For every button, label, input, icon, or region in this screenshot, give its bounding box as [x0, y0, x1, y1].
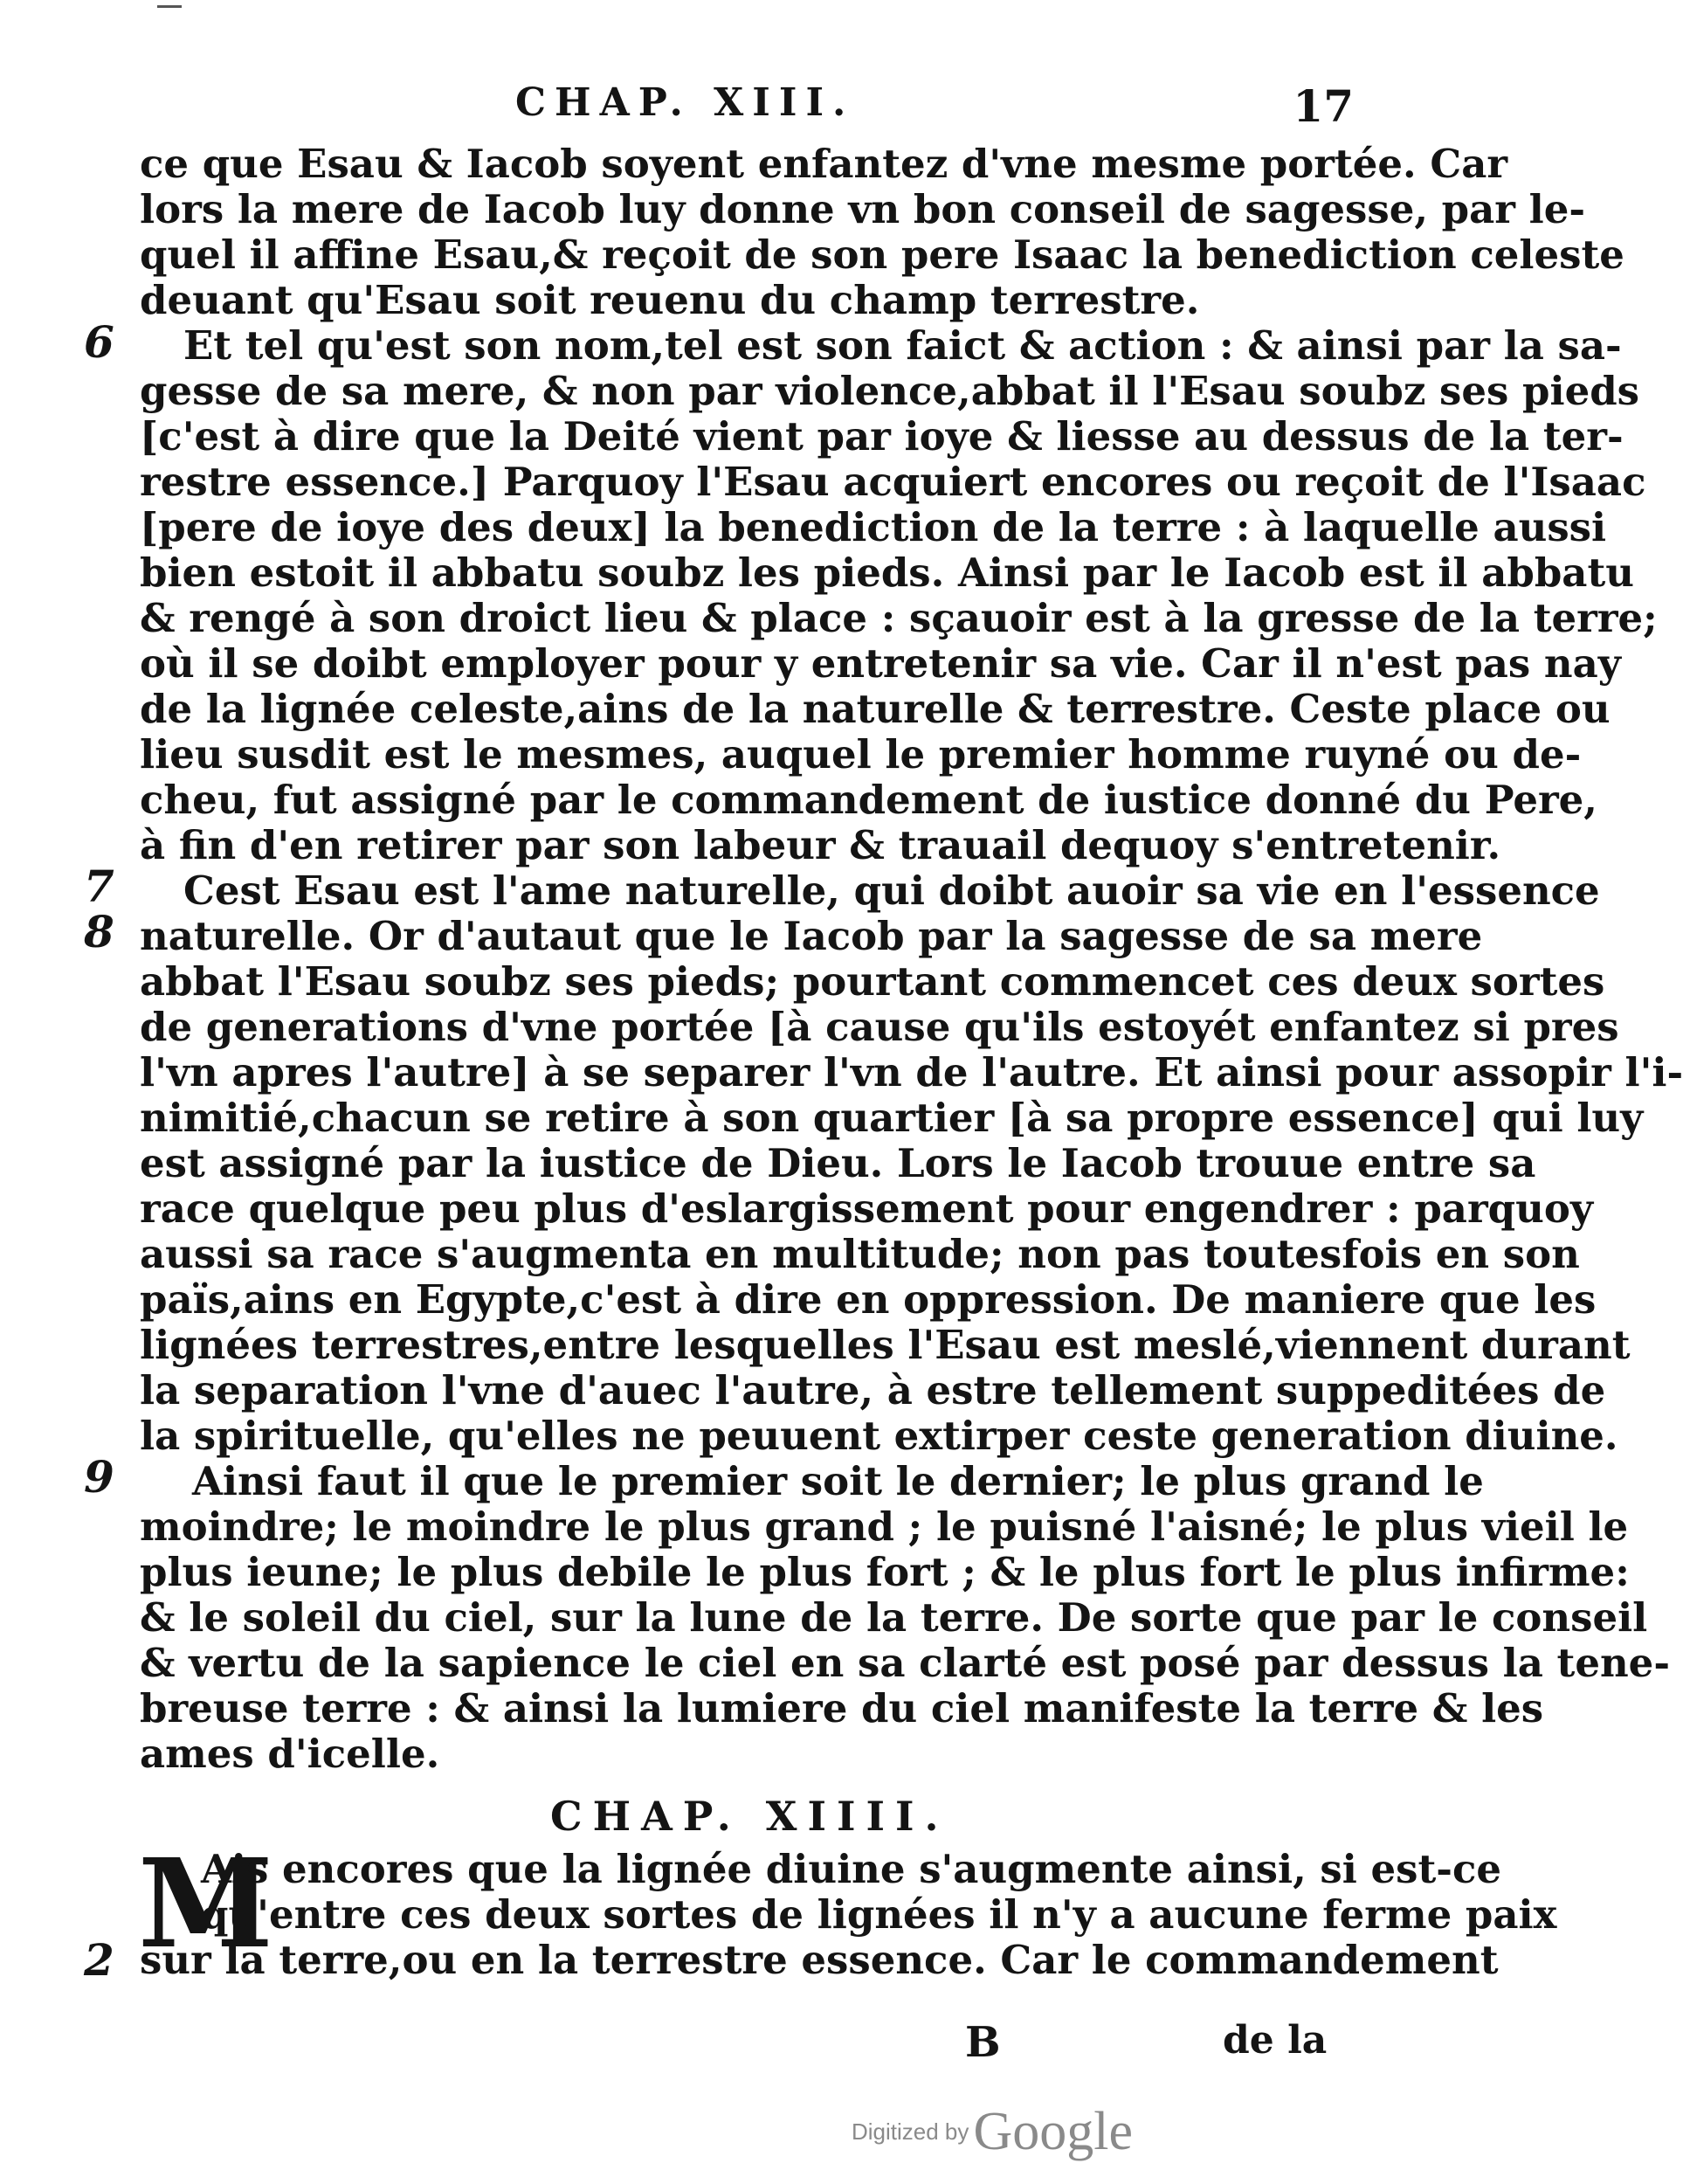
text-line: nimitié,chacun se retire à son quartier [à sa propre essence] qui luy [140, 1095, 1644, 1141]
margin-verse-number: 8 [84, 906, 114, 957]
text-line: ames d'icelle. [140, 1731, 440, 1777]
text-line: qu'entre ces deux sortes de lignées il n'y a aucune ferme paix [201, 1891, 1557, 1938]
text-line: de generations d'vne portée [à cause qu'ils estoyét enfantez si pres [140, 1004, 1619, 1050]
text-line: naturelle. Or d'autaut que le Iacob par la sagesse de sa mere [140, 913, 1483, 959]
margin-verse-number: 7 [84, 860, 114, 912]
text-line: Ais encores que la lignée diuine s'augmente ainsi, si est-ce [201, 1846, 1501, 1892]
text-line: cheu, fut assigné par le commandement de iustice donné du Pere, [140, 777, 1597, 823]
chapter-heading: CHAP. XIII. [515, 80, 855, 125]
signature-mark: B [965, 2018, 1001, 2067]
watermark-logo: Google [973, 2102, 1134, 2161]
digitization-watermark [852, 2101, 1133, 2163]
text-line: où il se doibt employer pour y entretenir sa vie. Car il n'est pas nay [140, 640, 1621, 687]
text-line: ce que Esau & Iacob soyent enfantez d'vne mesme portée. Car [140, 141, 1508, 187]
text-line: [c'est à dire que la Deité vient par ioye & liesse au dessus de la ter- [140, 413, 1624, 460]
text-line: deuant qu'Esau soit reuenu du champ terrestre. [140, 277, 1200, 323]
text-line: & rengé à son droict lieu & place : sçauoir est à la gresse de la terre; [140, 595, 1658, 641]
text-line: gesse de sa mere, & non par violence,abbat il l'Esau soubz ses pieds [140, 368, 1640, 414]
margin-verse-number: 2 [84, 1934, 114, 1986]
text-line: Ainsi faut il que le premier soit le dernier; le plus grand le [192, 1458, 1484, 1504]
margin-verse-number: 9 [84, 1451, 114, 1503]
text-line: Cest Esau est l'ame naturelle, qui doibt auoir sa vie en l'essence [183, 867, 1600, 914]
text-line: plus ieune; le plus debile le plus fort ; & le plus fort le plus infirme: [140, 1549, 1630, 1595]
text-line: Et tel qu'est son nom,tel est son faict & action : & ainsi par la sa- [183, 322, 1622, 369]
text-line: moindre; le moindre le plus grand ; le puisné l'aisné; le plus vieil le [140, 1503, 1629, 1550]
text-line: bien estoit il abbatu soubz les pieds. Ainsi par le Iacob est il abbatu [140, 549, 1634, 596]
watermark-prefix: Digitized by [852, 2118, 969, 2145]
text-line: de la lignée celeste,ains de la naturelle & terrestre. Ceste place ou [140, 686, 1611, 732]
page-number: 17 [1293, 80, 1354, 132]
text-line: & le soleil du ciel, sur la lune de la terre. De sorte que par le conseil [140, 1594, 1648, 1641]
text-line: lieu susdit est le mesmes, auquel le premier homme ruyné ou de- [140, 731, 1582, 778]
text-line: restre essence.] Parquoy l'Esau acquiert encores ou reçoit de l'Isaac [140, 459, 1646, 505]
text-line: la separation l'vne d'auec l'autre, à estre tellement suppeditées de [140, 1367, 1606, 1413]
text-line: [pere de ioye des deux] la benediction de la terre : à laquelle aussi [140, 504, 1607, 550]
text-line: race quelque peu plus d'eslargissement pour engendrer : parquoy [140, 1185, 1594, 1232]
text-line: sur la terre,ou en la terrestre essence. Car le commandement [140, 1937, 1499, 1983]
text-line: à fin d'en retirer par son labeur & trauail dequoy s'entretenir. [140, 822, 1501, 868]
text-line: breuse terre : & ainsi la lumiere du ciel manifeste la terre & les [140, 1685, 1544, 1731]
text-line: lignées terrestres,entre lesquelles l'Esau est meslé,viennent durant [140, 1322, 1631, 1368]
text-line: & vertu de la sapience le ciel en sa clarté est posé par dessus la tene- [140, 1640, 1670, 1686]
text-line: aussi sa race s'augmenta en multitude; non pas toutesfois en son [140, 1231, 1580, 1277]
drop-capital: M [138, 1833, 273, 1976]
ink-speck [157, 5, 182, 8]
text-line: païs,ains en Egypte,c'est à dire en oppression. De maniere que les [140, 1276, 1597, 1323]
text-line: quel il affine Esau,& reçoit de son pere Isaac la benediction celeste [140, 232, 1624, 278]
text-line: abbat l'Esau soubz ses pieds; pourtant commencet ces deux sortes [140, 958, 1605, 1005]
text-line: la spirituelle, qu'elles ne peuuent extirper ceste generation diuine. [140, 1413, 1618, 1459]
running-header [515, 80, 1354, 133]
chapter-heading-2: CHAP. XIIII. [550, 1793, 949, 1840]
text-line: est assigné par la iustice de Dieu. Lors le Iacob trouue entre sa [140, 1140, 1536, 1186]
margin-verse-number: 6 [84, 316, 114, 368]
text-line: l'vn apres l'autre] à se separer l'vn de l'autre. Et ainsi pour assopir l'i- [140, 1049, 1683, 1095]
text-line: lors la mere de Iacob luy donne vn bon conseil de sagesse, par le- [140, 186, 1586, 232]
catchword: de la [1223, 2018, 1328, 2063]
